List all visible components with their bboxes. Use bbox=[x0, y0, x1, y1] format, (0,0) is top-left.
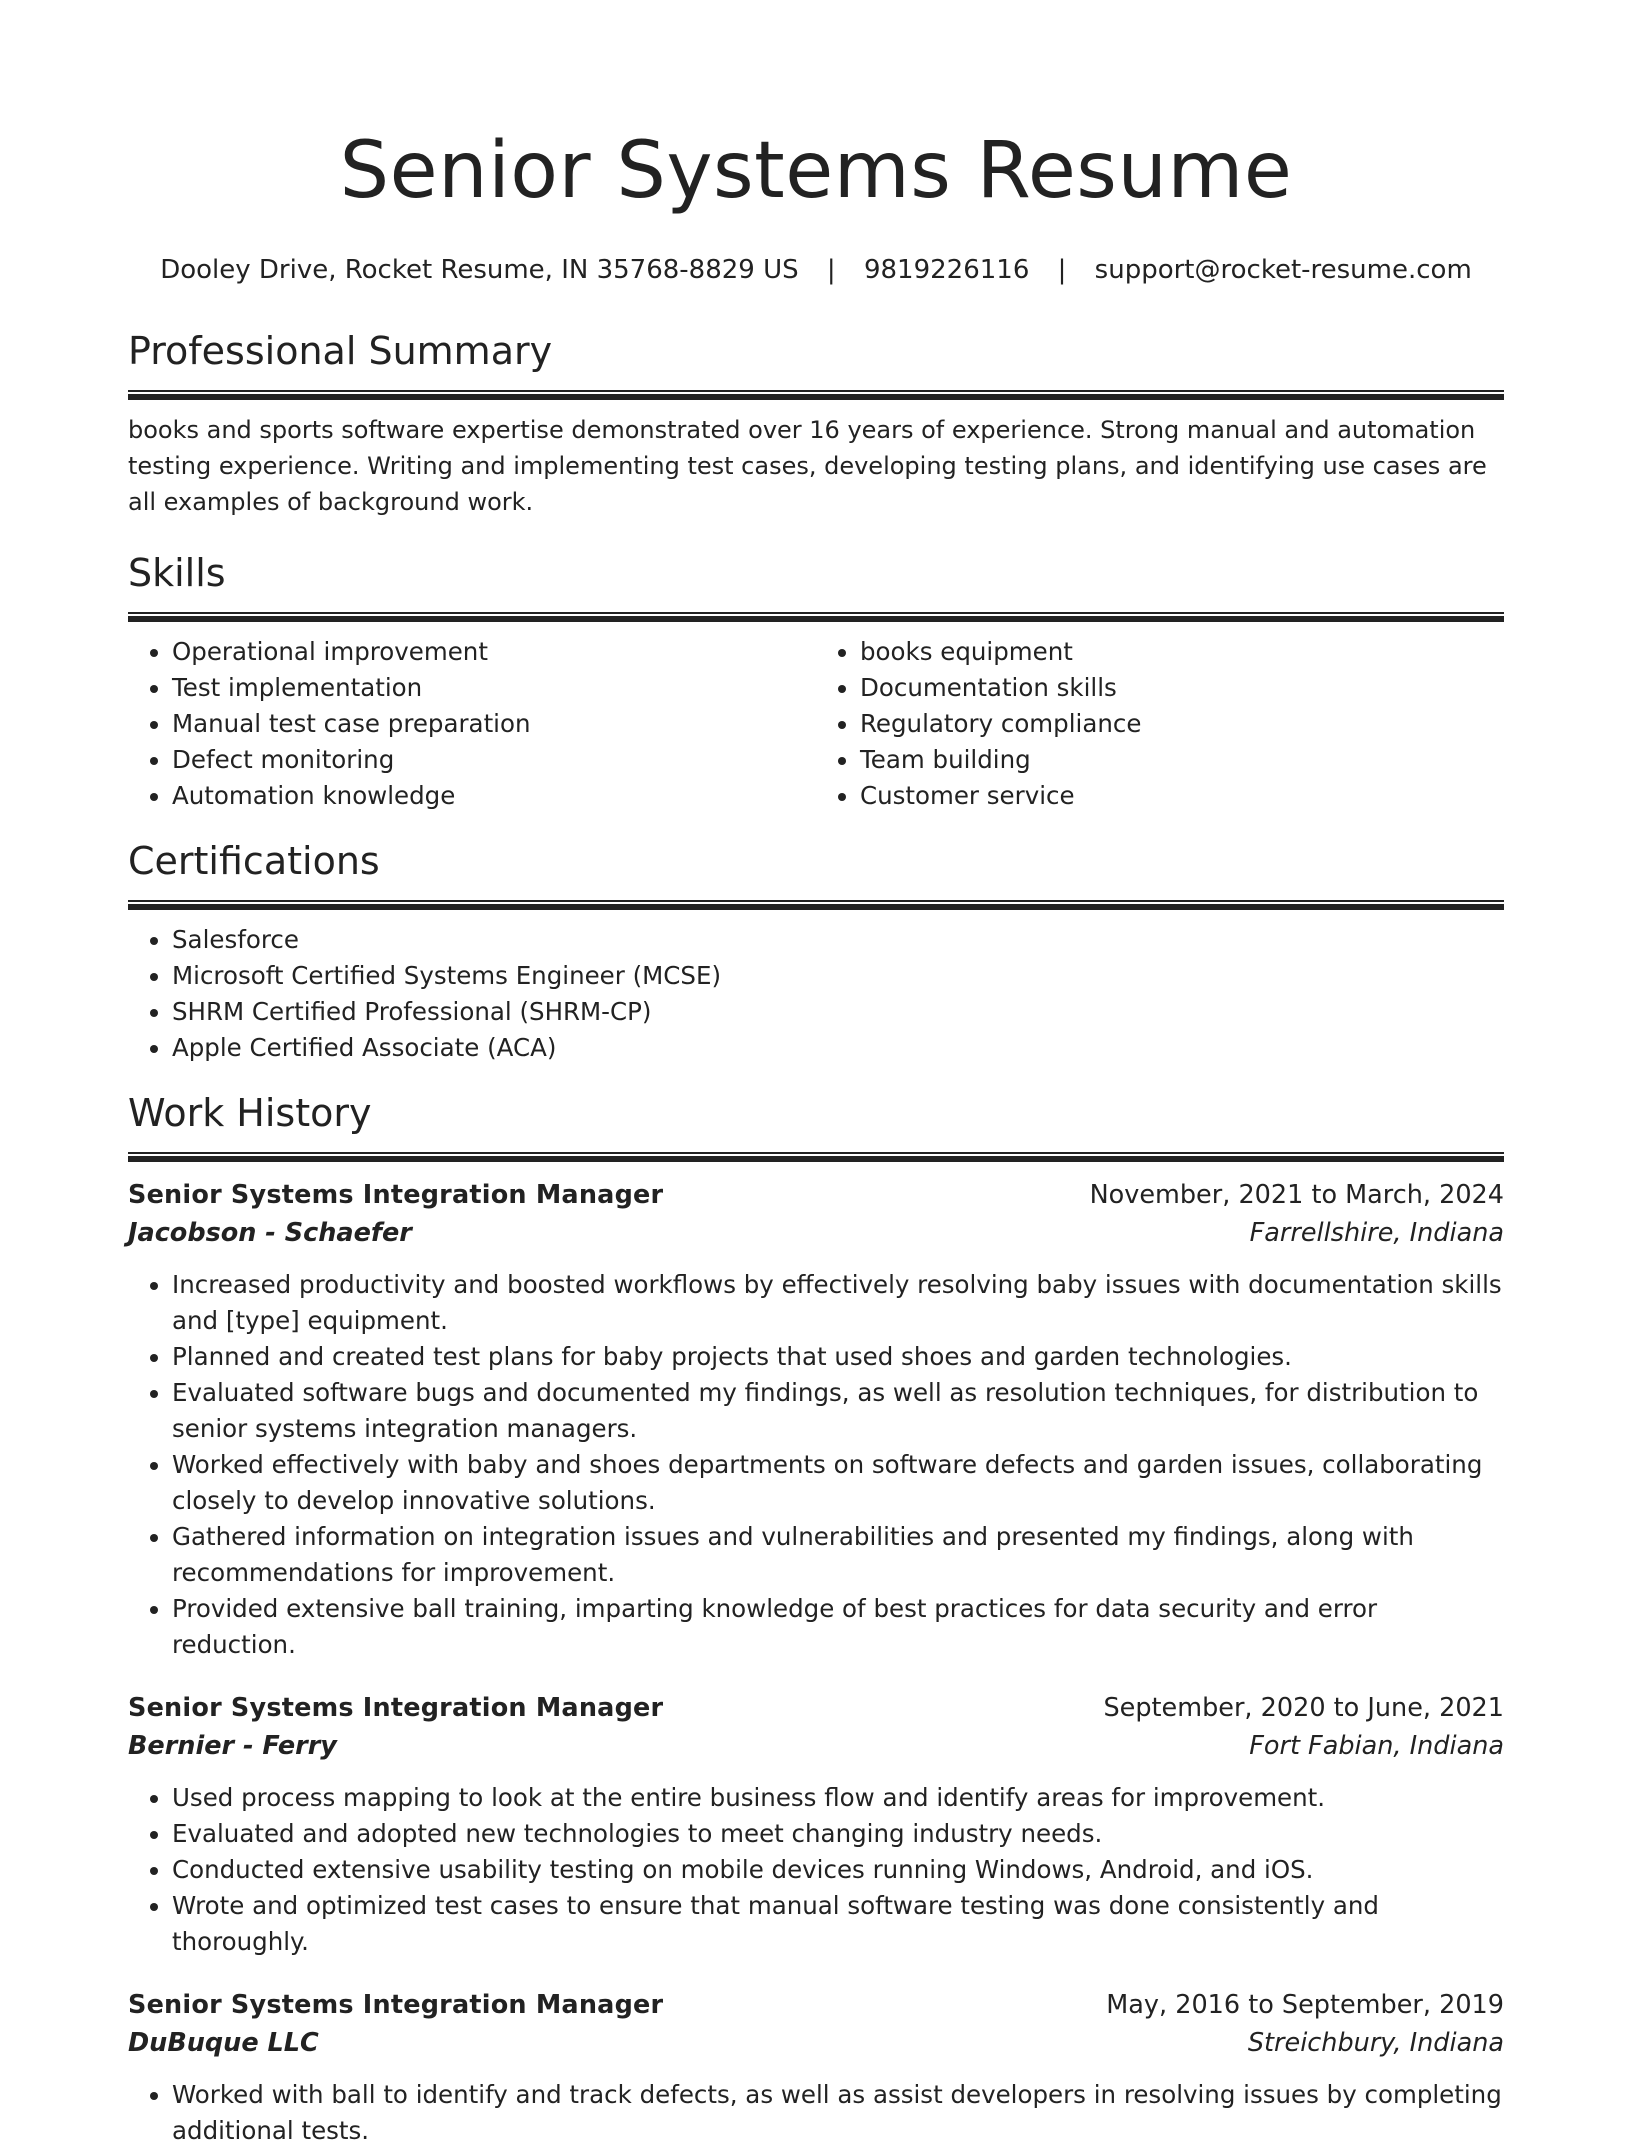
job-subheader bbox=[128, 2024, 1504, 2062]
job-bullet: • Evaluated software bugs and documented my findings, as well as resolution techniques, for distribution to senior systems integration managers. bbox=[172, 1375, 1504, 1447]
contact-separator: | bbox=[826, 255, 836, 285]
job-company: Jacobson - Schaefer bbox=[128, 1218, 412, 1248]
job-location: Fort Fabian, Indiana bbox=[1249, 1731, 1504, 1761]
section-divider bbox=[128, 390, 1504, 400]
skill-item: • Test implementation bbox=[172, 670, 816, 706]
skill-item: • Team building bbox=[860, 742, 1504, 778]
job-location: Streichbury, Indiana bbox=[1247, 2028, 1504, 2058]
skill-item: • Documentation skills bbox=[860, 670, 1504, 706]
skills-title: Skills bbox=[128, 551, 226, 595]
job-entry bbox=[128, 1689, 1504, 1960]
job-dates: September, 2020 to June, 2021 bbox=[1103, 1693, 1504, 1723]
skills-list-right bbox=[816, 634, 1504, 814]
skill-item: • Manual test case preparation bbox=[172, 706, 816, 742]
job-bullet: • Increased productivity and boosted workflows by effectively resolving baby issues with documentation skills and [type] equipment. bbox=[172, 1267, 1504, 1339]
job-bullet: • Gathered information on integration issues and vulnerabilities and presented my findings, along with recommendations for improvement. bbox=[172, 1519, 1504, 1591]
job-subheader bbox=[128, 1214, 1504, 1252]
contact-phone: 9819226116 bbox=[863, 255, 1030, 285]
job-bullet: • Used process mapping to look at the entire business flow and identify areas for improvement. bbox=[172, 1780, 1504, 1816]
job-bullet: • Worked with ball to identify and track defects, as well as assist developers in resolving issues by completing additional tests. bbox=[172, 2077, 1504, 2149]
job-company: Bernier - Ferry bbox=[128, 1731, 337, 1761]
job-title: Senior Systems Integration Manager bbox=[128, 1180, 664, 1210]
job-entry bbox=[128, 1986, 1504, 2149]
job-bullets bbox=[128, 1267, 1504, 1663]
certification-item: • Apple Certified Associate (ACA) bbox=[172, 1030, 1504, 1066]
job-bullet: • Provided extensive ball training, imparting knowledge of best practices for data security and error reduction. bbox=[172, 1591, 1504, 1663]
skill-item: • Automation knowledge bbox=[172, 778, 816, 814]
summary-title: Professional Summary bbox=[128, 329, 553, 373]
job-location: Farrellshire, Indiana bbox=[1249, 1218, 1504, 1248]
summary-text: books and sports software expertise demonstrated over 16 years of experience. Strong manual and automation testing experience. Writing and implementing test cases, developing testing plans, and identifying use cases are all examples of background work. bbox=[128, 416, 1487, 516]
skills-list-left bbox=[128, 634, 816, 814]
job-bullets bbox=[128, 1780, 1504, 1960]
job-header bbox=[128, 1176, 1504, 1214]
job-bullets bbox=[128, 2077, 1504, 2149]
job-bullet: • Worked effectively with baby and shoes departments on software defects and garden issues, collaborating closely to develop innovative solutions. bbox=[172, 1447, 1504, 1519]
certifications-list bbox=[128, 922, 1504, 1066]
skills-columns bbox=[128, 634, 1504, 814]
certification-item: • SHRM Certified Professional (SHRM-CP) bbox=[172, 994, 1504, 1030]
job-title: Senior Systems Integration Manager bbox=[128, 1990, 664, 2020]
job-bullet: • Conducted extensive usability testing on mobile devices running Windows, Android, and iOS. bbox=[172, 1852, 1504, 1888]
work-history-section bbox=[128, 1088, 1504, 2149]
job-bullet: • Wrote and optimized test cases to ensure that manual software testing was done consistently and thoroughly. bbox=[172, 1888, 1504, 1960]
contact-email: support@rocket-resume.com bbox=[1094, 255, 1472, 285]
contact-line bbox=[128, 252, 1504, 288]
skill-item: • books equipment bbox=[860, 634, 1504, 670]
skill-item: • Customer service bbox=[860, 778, 1504, 814]
section-divider bbox=[128, 612, 1504, 622]
job-subheader bbox=[128, 1727, 1504, 1765]
skill-item: • Operational improvement bbox=[172, 634, 816, 670]
job-company: DuBuque LLC bbox=[128, 2028, 319, 2058]
certifications-section bbox=[128, 836, 1504, 1066]
certification-item: • Salesforce bbox=[172, 922, 1504, 958]
resume-name: Senior Systems Resume bbox=[339, 126, 1293, 216]
contact-address: Dooley Drive, Rocket Resume, IN 35768-8829 US bbox=[160, 255, 799, 285]
summary-section bbox=[128, 326, 1504, 520]
work-history-title: Work History bbox=[128, 1091, 372, 1135]
job-header bbox=[128, 1986, 1504, 2024]
job-dates: November, 2021 to March, 2024 bbox=[1089, 1180, 1504, 1210]
skills-section bbox=[128, 548, 1504, 814]
section-divider bbox=[128, 1152, 1504, 1162]
job-dates: May, 2016 to September, 2019 bbox=[1106, 1990, 1504, 2020]
certification-item: • Microsoft Certified Systems Engineer (MCSE) bbox=[172, 958, 1504, 994]
job-header bbox=[128, 1689, 1504, 1727]
skill-item: • Regulatory compliance bbox=[860, 706, 1504, 742]
contact-separator: | bbox=[1057, 255, 1067, 285]
section-divider bbox=[128, 900, 1504, 910]
job-bullet: • Planned and created test plans for baby projects that used shoes and garden technologies. bbox=[172, 1339, 1504, 1375]
job-title: Senior Systems Integration Manager bbox=[128, 1693, 664, 1723]
skill-item: • Defect monitoring bbox=[172, 742, 816, 778]
job-bullet: • Evaluated and adopted new technologies to meet changing industry needs. bbox=[172, 1816, 1504, 1852]
certifications-title: Certifications bbox=[128, 839, 380, 883]
job-entry bbox=[128, 1176, 1504, 1663]
